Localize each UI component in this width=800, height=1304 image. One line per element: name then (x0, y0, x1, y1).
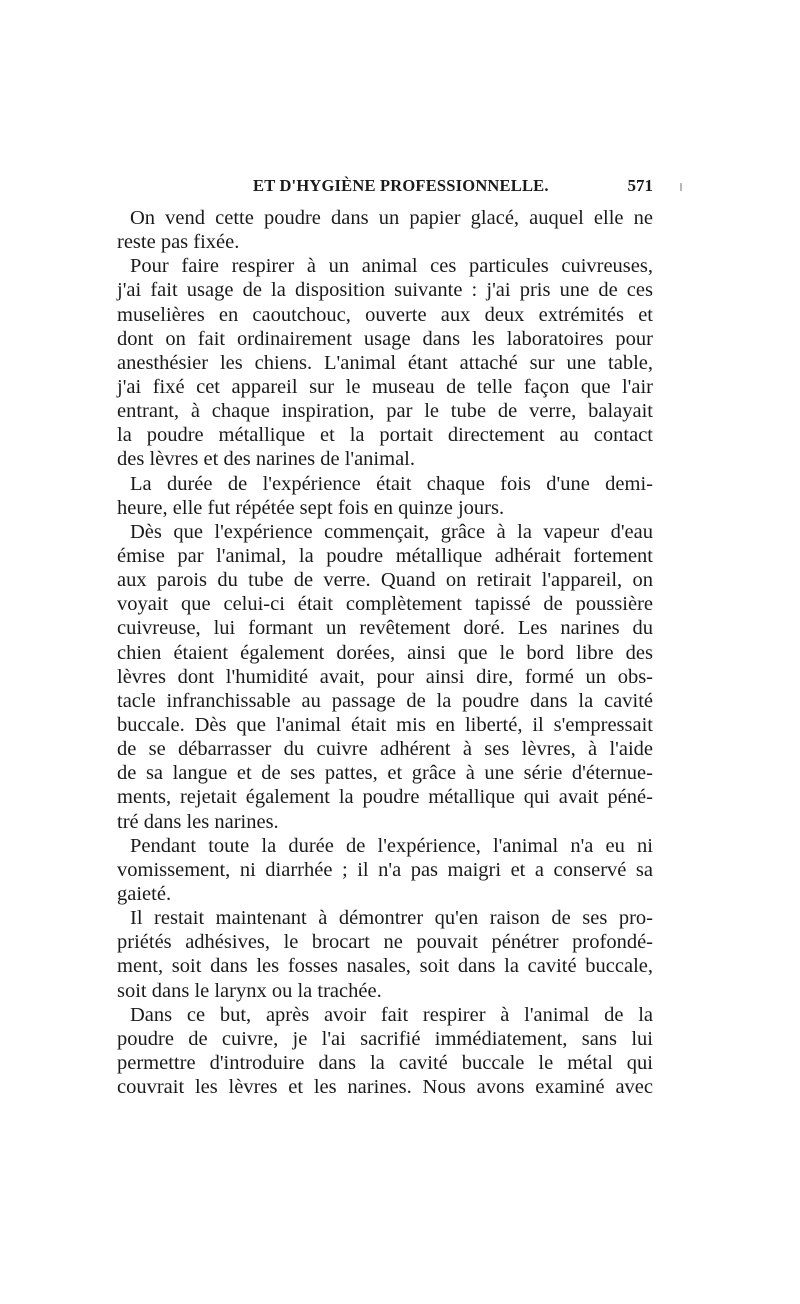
text-line: de sa langue et de ses pattes, et grâce à une série d'éternue- (117, 762, 653, 785)
body-text (117, 206, 653, 1099)
text-line: Pour faire respirer à un animal ces particules cuivreuses, (130, 255, 653, 278)
text-line: muselières en caoutchouc, ouverte aux deux extrémités et (117, 303, 653, 326)
text-line: ment, soit dans les fosses nasales, soit dans la cavité buccale, (117, 955, 653, 978)
text-line: reste pas fixée. (117, 231, 240, 254)
text-line: gaieté. (117, 882, 172, 905)
text-line: des lèvres et des narines de l'animal. (117, 448, 415, 471)
margin-speck (680, 183, 682, 191)
text-line: anesthésier les chiens. L'animal étant attaché sur une table, (117, 351, 653, 374)
text-line: j'ai fixé cet appareil sur le museau de telle façon que l'air (117, 375, 653, 398)
text-line: tré dans les narines. (117, 810, 279, 833)
page-number: 571 (627, 176, 653, 195)
text-line: de se débarrasser du cuivre adhérent à ses lèvres, à l'aide (117, 738, 653, 761)
text-line: cuivreuse, lui formant un revêtement doré. Les narines du (117, 617, 653, 640)
text-line: Dès que l'expérience commençait, grâce à la vapeur d'eau (130, 520, 653, 543)
text-line: vomissement, ni diarrhée ; il n'a pas maigri et a conservé sa (117, 858, 653, 881)
text-line: j'ai fait usage de la disposition suivante : j'ai pris une de ces (117, 279, 653, 302)
text-line: Il restait maintenant à démontrer qu'en raison de ses pro- (130, 907, 653, 930)
text-line: dont on fait ordinairement usage dans les laboratoires pour (117, 327, 653, 350)
text-line: ments, rejetait également la poudre métallique qui avait péné- (117, 786, 653, 809)
text-line: poudre de cuivre, je l'ai sacrifié immédiatement, sans lui (117, 1027, 653, 1050)
text-line: entrant, à chaque inspiration, par le tube de verre, balayait (117, 400, 653, 423)
text-line: émise par l'animal, la poudre métallique adhérait fortement (117, 544, 653, 567)
running-title: ET D'HYGIÈNE PROFESSIONNELLE. (253, 176, 549, 195)
text-line: soit dans le larynx ou la trachée. (117, 979, 382, 1002)
text-line: voyait que celui-ci était complètement tapissé de poussière (117, 593, 653, 616)
text-line: Pendant toute la durée de l'expérience, l'animal n'a eu ni (130, 834, 653, 857)
text-line: heure, elle fut répétée sept fois en quinze jours. (117, 496, 505, 519)
text-line: permettre d'introduire dans la cavité buccale le métal qui (117, 1051, 653, 1074)
text-line: lèvres dont l'humidité avait, pour ainsi dire, formé un obs- (117, 665, 653, 688)
text-line: tacle infranchissable au passage de la poudre dans la cavité (117, 689, 653, 712)
text-line: On vend cette poudre dans un papier glacé, auquel elle ne (130, 207, 653, 229)
running-head (133, 176, 653, 198)
text-line: buccale. Dès que l'animal était mis en liberté, il s'empressait (117, 713, 653, 736)
text-line: La durée de l'expérience était chaque fois d'une demi- (130, 472, 653, 495)
text-line: couvrait les lèvres et les narines. Nous avons examiné avec (117, 1076, 653, 1099)
text-line: la poudre métallique et la portait directement au contact (117, 424, 653, 447)
text-line: aux parois du tube de verre. Quand on retirait l'appareil, on (117, 569, 653, 592)
text-line: Dans ce but, après avoir fait respirer à l'animal de la (130, 1003, 653, 1026)
text-line: chien étaient également dorées, ainsi que le bord libre des (117, 641, 653, 664)
text-line: priétés adhésives, le brocart ne pouvait pénétrer profondé- (117, 931, 653, 954)
